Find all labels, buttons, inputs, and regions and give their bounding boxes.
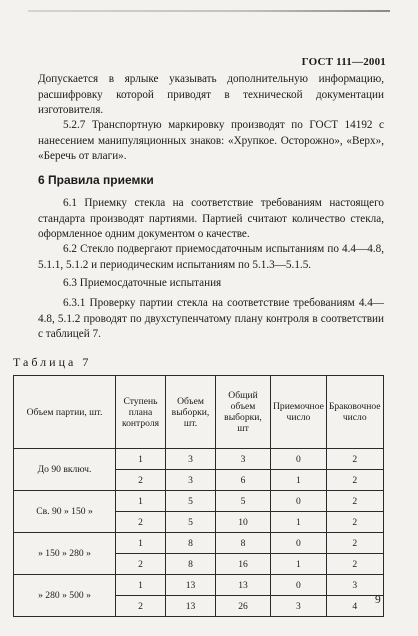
table-cell: 26 — [216, 596, 271, 617]
paragraph-6-3-1: 6.3.1 Проверку партии стекла на соответствие требованиям 4.4—4.8, 5.1.2 проводят по двухступенчатому плану контроля в соответствии с таблицей 7. — [38, 297, 384, 341]
table-cell: 10 — [216, 512, 271, 533]
table-cell: 13 — [166, 575, 216, 596]
header-rejection-number: Браковочное число — [326, 376, 383, 449]
page-number: 9 — [375, 594, 381, 606]
table-cell: 3 — [216, 449, 271, 470]
table-row — [14, 449, 384, 470]
batch-range-label: Св. 90 » 150 » — [14, 491, 116, 533]
table-cell: 2 — [326, 554, 383, 575]
table-cell: 5 — [166, 512, 216, 533]
table-cell: 13 — [166, 596, 216, 617]
table-cell: 8 — [166, 554, 216, 575]
table-cell: 1 — [116, 491, 166, 512]
table-cell: 2 — [116, 596, 166, 617]
table-cell: 2 — [326, 470, 383, 491]
table-caption: Таблица 7 — [13, 355, 92, 369]
table-header-row — [14, 376, 384, 449]
table-cell: 1 — [116, 449, 166, 470]
header-sample-size: Объем выборки, шт. — [166, 376, 216, 449]
table-row — [14, 575, 384, 596]
paragraph-6-1: 6.1 Приемку стекла на соответствие требованиям настоящего стандарта производят партиями. Партией считают количество стекла, оформленное одним документом о качестве. — [38, 197, 384, 241]
table-cell: 2 — [326, 533, 383, 554]
table-cell: 3 — [271, 596, 327, 617]
table-cell: 0 — [271, 575, 327, 596]
page-header-standard: ГОСТ 111—2001 — [301, 56, 386, 68]
header-control-stage: Ступень плана контроля — [116, 376, 166, 449]
table-7 — [13, 375, 384, 617]
table-cell: 0 — [271, 533, 327, 554]
table-row — [14, 491, 384, 512]
table-cell: 2 — [116, 512, 166, 533]
table-cell: 1 — [271, 470, 327, 491]
table-cell: 16 — [216, 554, 271, 575]
table-cell: 6 — [216, 470, 271, 491]
table-cell: 3 — [326, 575, 383, 596]
table-row — [14, 533, 384, 554]
header-batch-size: Объем партии, шт. — [14, 376, 116, 449]
table-cell: 2 — [326, 449, 383, 470]
table-cell: 8 — [216, 533, 271, 554]
table-cell: 0 — [271, 449, 327, 470]
table-cell: 13 — [216, 575, 271, 596]
table-cell: 1 — [271, 554, 327, 575]
table-cell: 3 — [166, 449, 216, 470]
batch-range-label: До 90 включ. — [14, 449, 116, 491]
paragraph-6-2: 6.2 Стекло подвергают приемосдаточным испытаниям по 4.4—4.8, 5.1.1, 5.1.2 и периодическим испытаниям по 5.1.3—5.1.5. — [38, 243, 384, 271]
paragraph-5-2-7: 5.2.7 Транспортную маркировку производят по ГОСТ 14192 с нанесением манипуляционных знаков: «Хрупкое. Осторожно», «Верх», «Беречь от влаги». — [38, 119, 384, 163]
table-cell: 1 — [116, 575, 166, 596]
table-cell: 2 — [116, 554, 166, 575]
batch-range-label: » 150 » 280 » — [14, 533, 116, 575]
table-cell: 1 — [271, 512, 327, 533]
table-cell: 5 — [216, 491, 271, 512]
table-cell: 2 — [116, 470, 166, 491]
header-acceptance-number: Приемочное число — [271, 376, 327, 449]
header-total-sample-size: Общий объем выборки, шт — [216, 376, 271, 449]
top-rule — [28, 10, 390, 12]
table-cell: 4 — [326, 596, 383, 617]
table-cell: 2 — [326, 491, 383, 512]
paragraph-label-info: Допускается в ярлыке указывать дополнительную информацию, расшифровку которой приводят в технической документации изготовителя. — [38, 73, 384, 117]
table-cell: 1 — [116, 533, 166, 554]
table-cell: 3 — [166, 470, 216, 491]
table-cell: 5 — [166, 491, 216, 512]
paragraph-6-3: 6.3 Приемосдаточные испытания — [63, 277, 222, 289]
table-cell: 8 — [166, 533, 216, 554]
section-title: 6 Правила приемки — [38, 173, 154, 187]
table-cell: 2 — [326, 512, 383, 533]
batch-range-label: » 280 » 500 » — [14, 575, 116, 617]
table-cell: 0 — [271, 491, 327, 512]
